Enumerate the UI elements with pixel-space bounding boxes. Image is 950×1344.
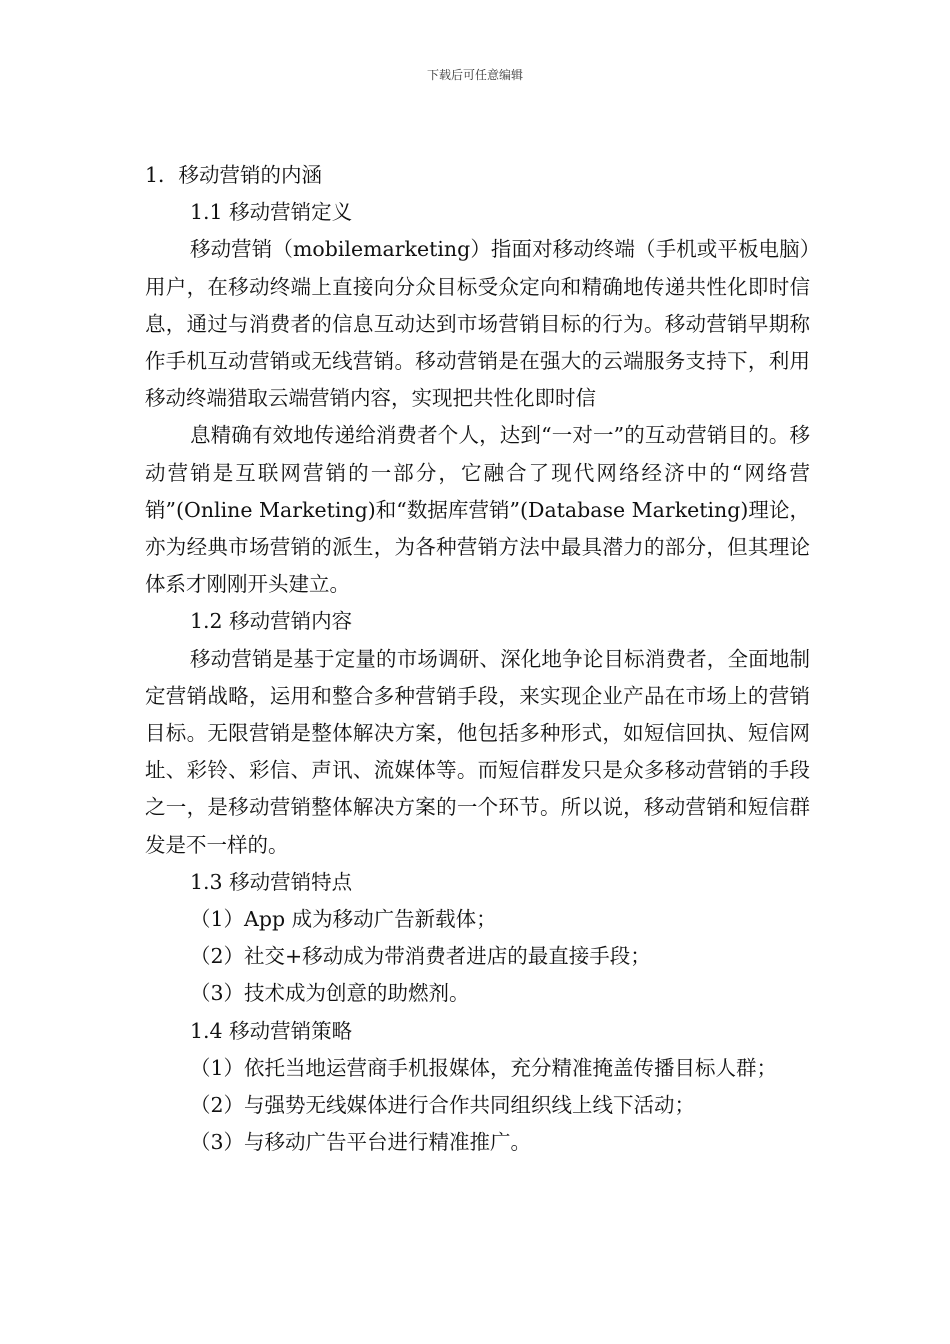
page-header: 下载后可任意编辑 <box>426 68 523 82</box>
body-paragraph: 移动营销是基于定量的市场调研、深化地争论目标消费者，全面地制定营销战略，运用和整合多种营销手段，来实现企业产品在市场上的营销目标。无限营销是整体解决方案，他包括多种形式，如短信回执、短信网址、彩铃、彩信、声讯、流媒体等。而短信群发只是众多移动营销的手段之一，是移动营销整体解决方案的一个环节。所以说，移动营销和短信群发是不一样的。 <box>145 646 810 857</box>
body-paragraph: 移动营销（mobilemarketing）指面对移动终端（手机或平板电脑）用户，在移动终端上直接向分众目标受众定向和精确地传递共性化即时信息，通过与消费者的信息互动达到市场营销目标的行为。移动营销早期称作手机互动营销或无线营销。移动营销是在强大的云端服务支持下，利用移动终端猎取云端营销内容，实现把共性化即时信 <box>145 237 810 411</box>
subsection-heading: 1.3 移动营销特点 <box>190 869 353 894</box>
list-item: （1）依托当地运营商手机报媒体，充分精准掩盖传播目标人群； <box>190 1055 778 1080</box>
subsection-heading: 1.1 移动营销定义 <box>190 200 353 225</box>
document-body <box>145 157 810 1161</box>
subsection-heading: 1.2 移动营销内容 <box>190 609 353 634</box>
body-paragraph: 息精确有效地传递给消费者个人，达到“一对一”的互动营销目的。移动营销是互联网营销的一部分，它融合了现代网络经济中的“网络营销”(Online Marketing)和“数据库营销”(Database Marketing)理论，亦为经典市场营销的派生，为各种营销方法中最具潜力的部分，但其理论体系才刚刚开头建立。 <box>145 423 810 597</box>
section-heading: 1．移动营销的内涵 <box>145 163 323 187</box>
list-item: （2）社交+移动成为带消费者进店的最直接手段； <box>190 944 651 969</box>
list-item: （2）与强势无线媒体进行合作共同组织线上线下活动； <box>190 1093 696 1118</box>
subsection-heading: 1.4 移动营销策略 <box>190 1018 353 1043</box>
list-item: （1）App 成为移动广告新载体； <box>190 907 497 932</box>
list-item: （3）技术成为创意的助燃剂。 <box>190 981 470 1006</box>
list-item: （3）与移动广告平台进行精准推广。 <box>190 1130 532 1155</box>
